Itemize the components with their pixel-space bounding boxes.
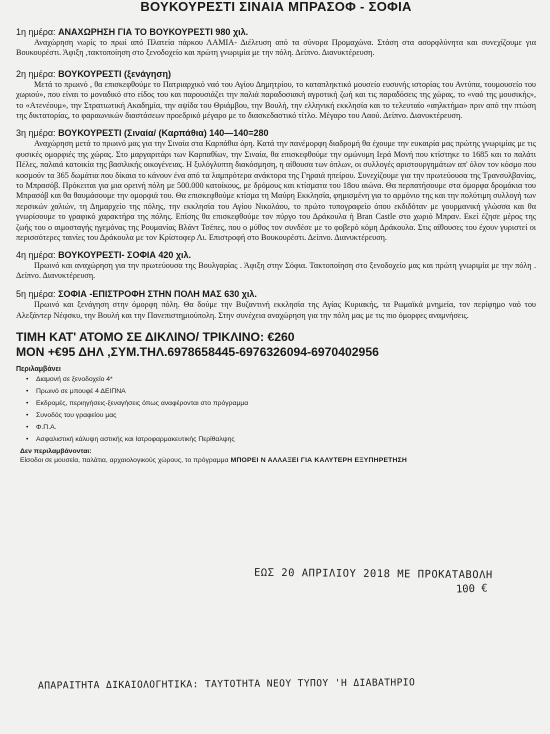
includes-heading: Περιλαμβάνει	[16, 366, 61, 374]
day-2-section	[16, 69, 536, 122]
not-included-heading: Δεν περιλαμβάνονται:	[20, 448, 92, 456]
list-item: • Συνοδός του γραφείου μας	[36, 410, 536, 422]
list-item: • Φ.Π.Α.	[36, 422, 536, 434]
day-label: 2η ημέρα:	[16, 68, 56, 79]
day-4-text: Πρωινό και αναχώρηση για την πρωτεύουσα της Βουλγαρίας . Άφιξη στην Σόφια. Τακτοποίηση στο ξενοδοχείο μας και πρώτη γνωριμία με την πόλη . Δείπνο. Διανυκτέρευση.	[16, 260, 536, 280]
day-5-heading	[16, 289, 536, 300]
day-1-heading	[16, 27, 536, 38]
day-label: 3η ημέρα:	[16, 128, 56, 139]
day-title: ΒΟΥΚΟΥΡΕΣΤΙ (Σιναία/ (Καρπάθια) 140—140=280	[58, 128, 269, 139]
day-title: ΑΝΑΧΩΡΗΣΗ ΓΙΑ ΤΟ ΒΟΥΚΟΥΡΕΣΤΙ 980 χιλ.	[58, 27, 249, 37]
day-title: ΣΟΦΙΑ -ΕΠΙΣΤΡΟΦΗ ΣΤΗΝ ΠΟΛΗ ΜΑΣ 630 χιλ.	[58, 289, 257, 300]
day-3-section	[16, 128, 536, 243]
day-3-text: Αναχώρηση μετά το πρωινό μας για την Σιναία στα Καρπάθια όρη. Κατά την πανέμορφη διαδρομή θα έχουμε την ευκαιρία μας πρώτης γνωριμίας με τις φυσικές ομορφιές της χώρας. Στο μαργαριτάρι των Καρπαθίων, την Σιναία, θα επισκεφθούμε την ομώνυμη Ιερά Μονή που κτίστηκε το 1685 και το παλάτι Πέλες, παλαιά κατοικία της βασιλικής οικογένειας. Η ξυλόγλυπτη διακόσμηση, η αίθουσα των όπλων, οι συλλογές αριστουργημάτων απ' όλον τον κόσμο που κοσμούν τα 365 δωμάτια που δίκαια το κάνουν ένα από τα λαμπρότερα ανάκτορα της Γηραιά ηπείρου. Συνεχίζουμε για την πρωτεύουσα της Τρανσυλβανίας, το Μπρασόβ. Πρόκειται για μια ορεινή πόλη με 500.000 κατοίκους, με δρόμους και κτίσματα του 18ου αιώνα. Θα περπατήσουμε στα όμορφα δρομάκια του Μπρασόβ και θα θαυμάσουμε την ομορφιά του. Θα επισκεφθούμε κτίσμα τη Μαύρη Εκκλησία, φημισμένη για το αρμόνιο της και την πολύτιμη συλλογή των περσικών χαλιών, τη Δημαρχείο της πόλης, την εκκλησία του Αγίου Νικολάου, το πρώτο τυπογραφείο όπου εκδιδόταν με γουρμανική γλώσσα και θα γνωρίσουμε το γραφικό χαρακτήρα της πόλης. Επίσης θα επισκεφθούμε τον πύργο του Δράκουλα ή Bran Castle στο χωριό Μπραν. Εκεί έζησε μέρος της ζωής του ο αιμοσταγής ηγεμόνας της Ρουμανίας Βλάντ Τσέπες, που ο μύθος τον συνδέσε με το φοβερό κόμη Δράκουλα. Στις αίθουσες του έχουν γυριστεί οι περισσότερες ταινίες του Δράκουλα με τον Κρίστοφερ Λι. Επιστροφή στο Βουκουρέστι. Δείπνο. Διανυκτέρευση.	[16, 139, 536, 243]
includes-list	[16, 374, 536, 446]
not-included-text	[20, 457, 536, 464]
day-3-heading	[16, 128, 536, 139]
day-2-text: Μετά το πρωινό , θα επισκεφθούμε το Πατριαρχικό ναό του Αγίου Δημητρίου, το καταπληκτικό μουσείο ευσυνής ιστορίας του Αντύπα, τουμουσείο του χωριού», που είναι το μοναδικό στο είδος του και παρουσιάζει την παλιά παραδοσιακή αγροτική ζωή και τις παραδόσεις της χώρας, το «ναό της μουσικής», το «Ατενέουμ», την Στρατιωτική Ακαδημία, την αψίδα του Θριάμβου, την Βουλή, την ελληνική εκκλησία και το τελευταίο «αηλκτήμα» πριν από την πτώση της δικτατορίας, το φαραωνικών διαστάσεων προεδρικό μέγαρο με το διασκεδαστικό τίτλο. Μέγαρο του Λαού. Δείπνο. Διανυκτέρευση.	[16, 79, 536, 121]
list-item: • Εκδρομές, περιηγήσεις-ξεναγήσεις όπως αναφέρονται στο πρόγραμμα	[36, 398, 536, 410]
handwritten-deadline-note: ΕΩΣ 20 ΑΠΡΙΛΙΟΥ 2018 ΜΕ ΠΡΟΚΑΤΑΒΟΛΗ	[253, 566, 493, 582]
day-4-section	[16, 250, 536, 282]
not-included-items: Είσοδοι σε μουσεία, παλάτια, αρχαιολογικούς χώρους, το πρόγραμμα	[20, 457, 229, 465]
program-change-note: ΜΠΟΡΕΙ Ν ΑΛΛΑΞΕΙ ΓΙΑ ΚΑΛΥΤΕΡΗ ΕΞΥΠΗΡΕΤΗΣΗ	[228, 457, 408, 465]
list-item: • Ασφαλιστική κάλυψη αστικής και Ιατροφαρμακευτικής Περίθαλψης	[36, 434, 536, 446]
day-label: 1η ημέρα:	[16, 27, 56, 37]
handwritten-deposit-amount: 100 €	[455, 582, 488, 596]
list-item: • Πρωινό σε μπουφέ 4 ΔΕΙΠΝΑ	[36, 386, 536, 398]
day-1-text: Αναχώρηση νωρίς το πρωί από Πλατεία πάρκου ΛΑΜΙΑ- Διέλευση από τα σύνορα Προμαχώνα. Στάση στα ασορφλύνητα και συνεχίζουμε για Βουκουρέστι. Άφιξη ,τακτοποίηση στο ξενοδοχείο και πρώτη γνωριμία με την πόλη. Δείπνο. Διανυκτέρευση.	[16, 38, 536, 58]
day-title: ΒΟΥΚΟΥΡΕΣΤΙ (ξενάγηση)	[58, 68, 172, 79]
day-label: 5η ημέρα:	[16, 289, 56, 300]
page-title: ΒΟΥΚΟΥΡΕΣΤΙ ΣΙΝΑΙΑ ΜΠΡΑΣΟΦ - ΣΟΦΙΑ	[140, 0, 412, 14]
day-label: 4η ημέρα:	[16, 249, 56, 260]
day-5-text: Πρωινό και ξενάγηση στην όμορφη πόλη. Θα δούμε την Βυζαντινή εκκλησία της Αγίας Κυριακής, τα Ρωμαϊκά μνημεία, τον περίφημο ναό του Αλεξάντερ Νέφσκυ, την Βουλή και την Πανεπιστημιούπολη. Στην συνέχεια αναχώρηση για την πόλη μας με τις πιο όμορφες αναμνήσεις.	[16, 300, 536, 320]
list-item: • Διαμονή σε ξενοδοχείο 4*	[36, 374, 536, 386]
price-per-person: ΤΙΜΗ ΚΑΤ' ΑΤΟΜΟ ΣΕ ΔΙΚΛΙΝΟ/ ΤΡΙΚΛΙΝΟ: €260	[16, 330, 295, 345]
day-5-section	[16, 289, 536, 321]
day-2-heading	[16, 69, 536, 80]
single-supplement-and-phones: ΜΟΝ +€95 ΔΗΛ ,ΣΥΜ.ΤΗΛ.6978658445-6976326094-6970402956	[16, 345, 379, 360]
day-4-heading	[16, 250, 536, 261]
day-title: ΒΟΥΚΟΥΡΕΣΤΙ- ΣΟΦΙΑ 420 χιλ.	[58, 249, 192, 260]
day-1-section	[16, 27, 536, 59]
handwritten-required-documents: ΑΠΑΡΑΙΤΗΤΑ ΔΙΚΑΙΟΛΟΓΗΤΙΚΑ: ΤΑΥΤΟΤΗΤΑ ΝΕΟΥ ΤΥΠΟΥ 'Η ΔΙΑΒΑΤΗΡΙΟ	[37, 677, 416, 692]
